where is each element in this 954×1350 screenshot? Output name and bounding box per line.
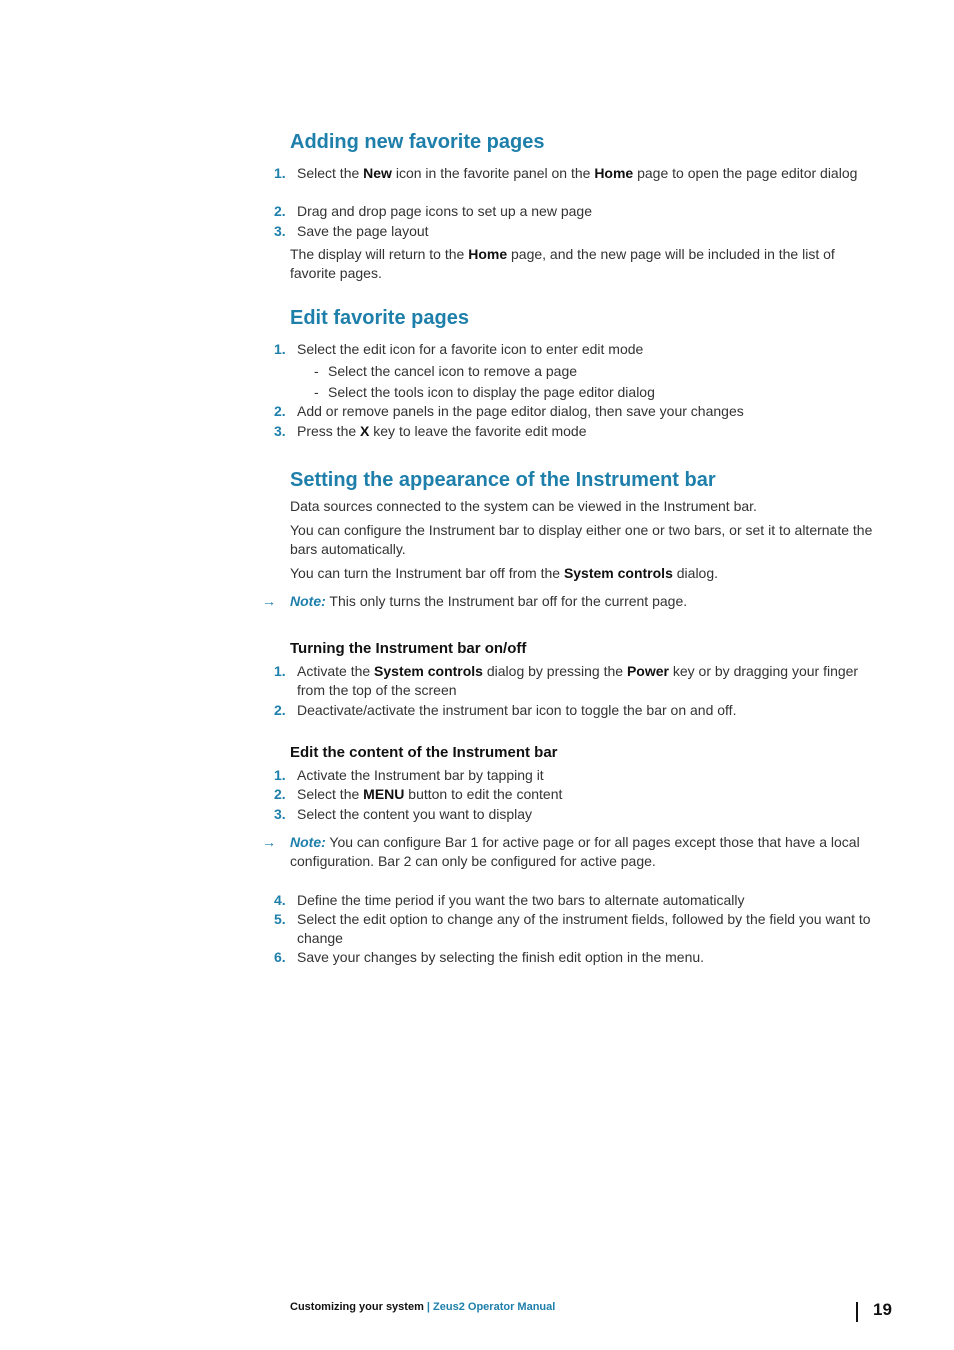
sub-list-item [314,383,655,402]
sub-item-text: Select the cancel icon to remove a page [328,363,578,379]
paragraph: You can turn the Instrument bar off from the System controls dialog. [290,565,719,581]
paragraph: You can configure the Instrument bar to display either one or two bars, or set it to alternate the bars automatically. [290,522,873,557]
step-number: 1. [274,663,286,679]
step-number: 4. [274,892,286,908]
step-number: 1. [274,767,286,783]
list-item [274,222,886,241]
arrow-right-icon: → [262,834,276,850]
heading-edit-favorite-pages: Edit favorite pages [290,307,469,329]
step-number: 2. [274,786,286,802]
note-text: Note: This only turns the Instrument bar off for the current page. [290,593,688,609]
list-item [274,202,886,221]
page-divider [856,1302,858,1322]
paragraph: The display will return to the Home page, and the new page will be included in the list of favorite pages. [290,246,835,281]
list-item [274,340,886,359]
heading-instrument-bar-appearance: Setting the appearance of the Instrument bar [290,469,716,491]
step-number: 1. [274,341,286,357]
step-number: 2. [274,702,286,718]
heading-edit-instrument-bar-content: Edit the content of the Instrument bar [290,744,558,761]
footer-section: Customizing your system [290,1301,424,1313]
dash-bullet: - [314,363,319,379]
step-text: Deactivate/activate the instrument bar icon to toggle the bar on and off. [297,702,737,718]
list-item [274,910,886,948]
note [262,833,882,871]
step-number: 6. [274,949,286,965]
step-text: Select the edit icon for a favorite icon to enter edit mode [297,341,644,357]
heading-turning-instrument-bar: Turning the Instrument bar on/off [290,640,527,657]
list-item [274,701,886,720]
step-text: Activate the Instrument bar by tapping it [297,767,544,783]
note-text: Note: You can configure Bar 1 for active page or for all pages except those that have a local configuration. Bar 2 can only be configured for active page. [290,834,860,869]
step-text: Save the page layout [297,223,429,239]
step-number: 3. [274,423,286,439]
footer-manual: | Zeus2 Operator Manual [423,1301,556,1313]
step-text: Select the content you want to display [297,806,533,822]
list-item [274,402,886,421]
list-item [274,766,886,785]
list-item [274,805,886,824]
step-number: 3. [274,806,286,822]
sub-item-text: Select the tools icon to display the page editor dialog [328,384,655,400]
step-text: Define the time period if you want the two bars to alternate automatically [297,892,745,908]
list-item [274,948,886,967]
step-number: 1. [274,165,286,181]
step-number: 2. [274,203,286,219]
note [262,592,882,611]
arrow-right-icon: → [262,593,276,609]
step-text: Activate the System controls dialog by pressing the Power key or by dragging your finger from the top of the screen [297,663,859,698]
paragraph: Data sources connected to the system can be viewed in the Instrument bar. [290,498,757,514]
step-text: Drag and drop page icons to set up a new page [297,203,592,219]
list-item [274,164,886,183]
step-text: Press the X key to leave the favorite edit mode [297,423,587,439]
footer [290,1301,555,1313]
step-number: 3. [274,223,286,239]
step-text: Select the New icon in the favorite panel on the Home page to open the page editor dialog [297,165,858,181]
sub-list-item [314,362,577,381]
step-number: 2. [274,403,286,419]
step-text: Select the MENU button to edit the content [297,786,563,802]
heading-adding-new-favorite-pages: Adding new favorite pages [290,131,545,153]
dash-bullet: - [314,384,319,400]
step-text: Add or remove panels in the page editor dialog, then save your changes [297,403,744,419]
page-number: 19 [873,1300,892,1319]
list-item [274,422,886,441]
step-number: 5. [274,911,286,927]
step-text: Save your changes by selecting the finish edit option in the menu. [297,949,705,965]
list-item [274,662,886,700]
step-text: Select the edit option to change any of the instrument fields, followed by the field you want to change [297,911,871,946]
list-item [274,785,886,804]
list-item [274,891,886,910]
